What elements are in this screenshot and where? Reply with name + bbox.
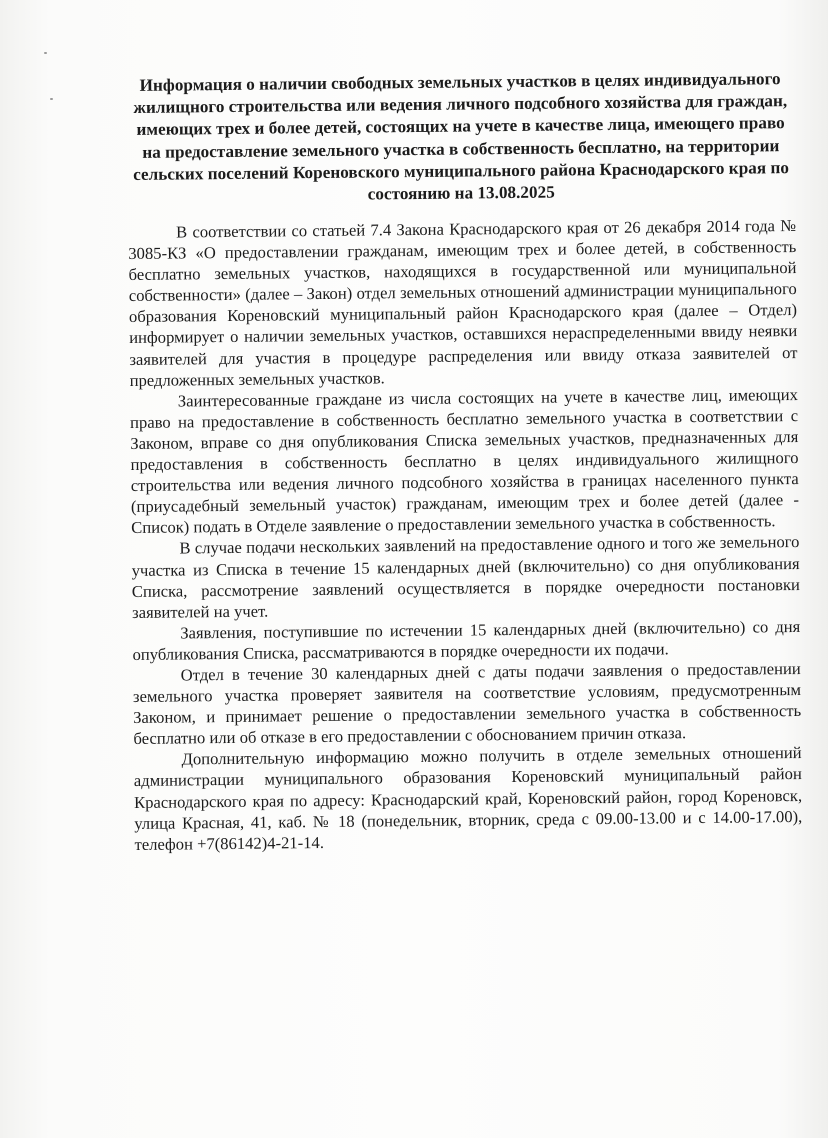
scan-speck (50, 98, 53, 100)
paragraph-decision-period: Отдел в течение 30 календарных дней с даты подачи заявления о предоставлении земельного участка проверяет заявителя на соответствие условиям, предусмотренным Законом, и принимает решение о предоставлении земельного участка в собственность бесплатно или об отказе в его предоставлении с обоснованием причин отказа. (132, 658, 802, 749)
paragraph-contact-info: Дополнительную информацию можно получить в отделе земельных отношений администрации муниципального образования Кореновский муниципальный район Краснодарского края по адресу: Краснодарский край, Кореновский район, город Кореновск, улица Красная, 41, каб. № 18 (понедельник, вторник, среда с 09.00-13.00 и с 14.00-17.00), телефон +7(86142)4-21-14. (133, 743, 803, 854)
paragraph-multiple-applications: В случае подачи нескольких заявлений на предоставление одного и того же земельного участка из Списка в течение 15 календарных дней (включительно) со дня опубликования Списка, рассмотрение заявлений осуществляется в порядке очередности постановки заявителей на учет. (131, 532, 800, 622)
document-title: Информация о наличии свободных земельных участков в целях индивидуального жилищного строительства или ведения личного подсобного хозяйства для граждан, имеющих трех и более детей, состоящих на учете в качестве лица, имеющего право на предоставление земельного участка в собственность бесплатно, на территории сельских поселений Кореновского муниципального района Краснодарского края по состоянию на 13.08.2025 (133, 69, 789, 204)
paragraph-eligible-citizens: Заинтересованные граждане из числа состоящих на учете в качестве лиц, имеющих право на предоставление в собственность бесплатно земельного участка в соответствии с Законом, вправе со дня опубликования Списка земельных участков, предназначенных для предоставления в собственность бесплатно в целях индивидуального жилищного строительства или ведения личного подсобного хозяйства в границах населенного пункта (приусадебный земельный участок) гражданам, имеющим трех и более детей (далее - Список) подать в Отделе заявление о предоставлении земельного участка в собственность. (129, 384, 800, 538)
paragraph-late-applications: Заявления, поступившие по истечении 15 календарных дней (включительно) со дня опубликования Списка, рассматриваются в порядке очередности их подачи. (132, 616, 801, 664)
document-body (128, 215, 803, 855)
paragraph-law-reference: В соответствии со статьей 7.4 Закона Краснодарского края от 26 декабря 2014 года № 3085-КЗ «О предоставлении гражданам, имеющим трех и более детей, в собственность бесплатно земельных участков, находящихся в государственной или муниципальной собственности» (далее – Закон) отдел земельных отношений администрации муниципального образования Кореновский муниципальный район Краснодарского края (далее – Отдел) информирует о наличии земельных участков, оставшихся нераспределенными ввиду неявки заявителей для участия в процедуре распределения или ввиду отказа заявителей от предложенных земельных участков. (128, 216, 798, 390)
scan-speck (44, 52, 47, 54)
